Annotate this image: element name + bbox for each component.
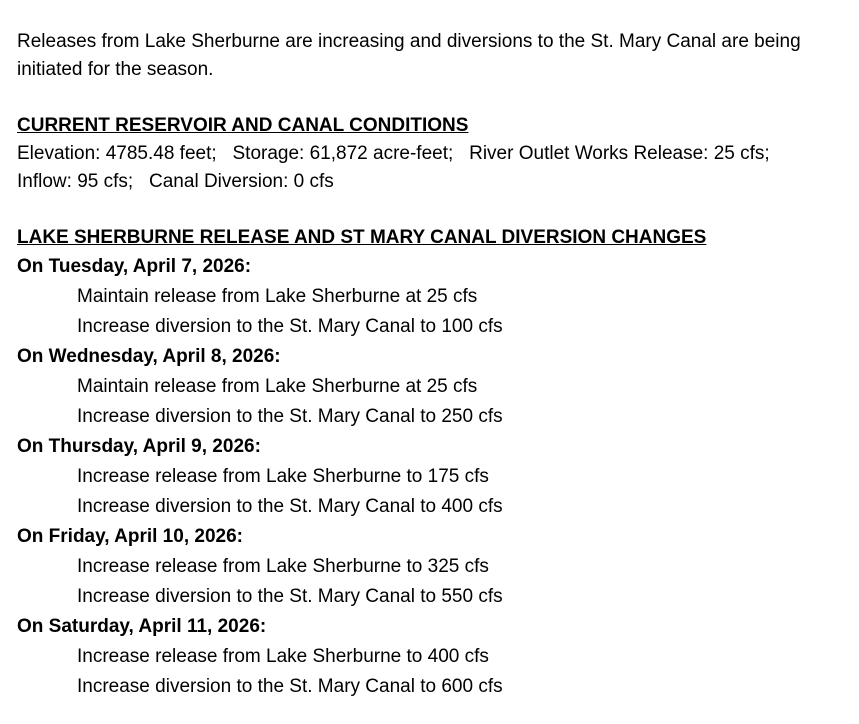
day-block-wednesday [17, 342, 857, 432]
day-block-saturday [17, 612, 857, 702]
diversion-action: Increase diversion to the St. Mary Canal to 600 cfs [77, 676, 503, 697]
day-block-thursday [17, 432, 857, 522]
release-action: Increase release from Lake Sherburne to 325 cfs [77, 556, 489, 577]
diversion-action: Increase diversion to the St. Mary Canal to 250 cfs [77, 406, 503, 427]
day-block-tuesday [17, 252, 857, 342]
day-heading: On Saturday, April 11, 2026: [17, 616, 267, 637]
day-heading: On Tuesday, April 7, 2026: [17, 256, 252, 277]
diversion-action: Increase diversion to the St. Mary Canal to 550 cfs [77, 586, 503, 607]
condition-inflow: Inflow: 95 cfs; [17, 171, 134, 192]
diversion-action: Increase diversion to the St. Mary Canal to 400 cfs [77, 496, 503, 517]
release-action: Increase release from Lake Sherburne to 400 cfs [77, 646, 489, 667]
changes-heading: LAKE SHERBURNE RELEASE AND ST MARY CANAL DIVERSION CHANGES [17, 227, 707, 248]
release-action: Maintain release from Lake Sherburne at 25 cfs [77, 376, 478, 397]
day-heading: On Wednesday, April 8, 2026: [17, 346, 281, 367]
condition-elevation: Elevation: 4785.48 feet; [17, 143, 217, 164]
condition-storage: Storage: 61,872 acre-feet; [232, 143, 454, 164]
document-body [17, 28, 857, 702]
release-action: Increase release from Lake Sherburne to 175 cfs [77, 466, 489, 487]
day-heading: On Thursday, April 9, 2026: [17, 436, 261, 457]
diversion-action: Increase diversion to the St. Mary Canal to 100 cfs [77, 316, 503, 337]
day-block-friday [17, 522, 857, 612]
conditions-heading: CURRENT RESERVOIR AND CANAL CONDITIONS [17, 115, 469, 136]
condition-outlet-release: River Outlet Works Release: 25 cfs; [469, 143, 770, 164]
condition-canal-diversion: Canal Diversion: 0 cfs [149, 171, 334, 192]
conditions-paragraph [17, 140, 857, 196]
intro-paragraph: Releases from Lake Sherburne are increasing and diversions to the St. Mary Canal are being initiated for the season. [17, 31, 801, 80]
day-heading: On Friday, April 10, 2026: [17, 526, 243, 547]
release-action: Maintain release from Lake Sherburne at 25 cfs [77, 286, 478, 307]
